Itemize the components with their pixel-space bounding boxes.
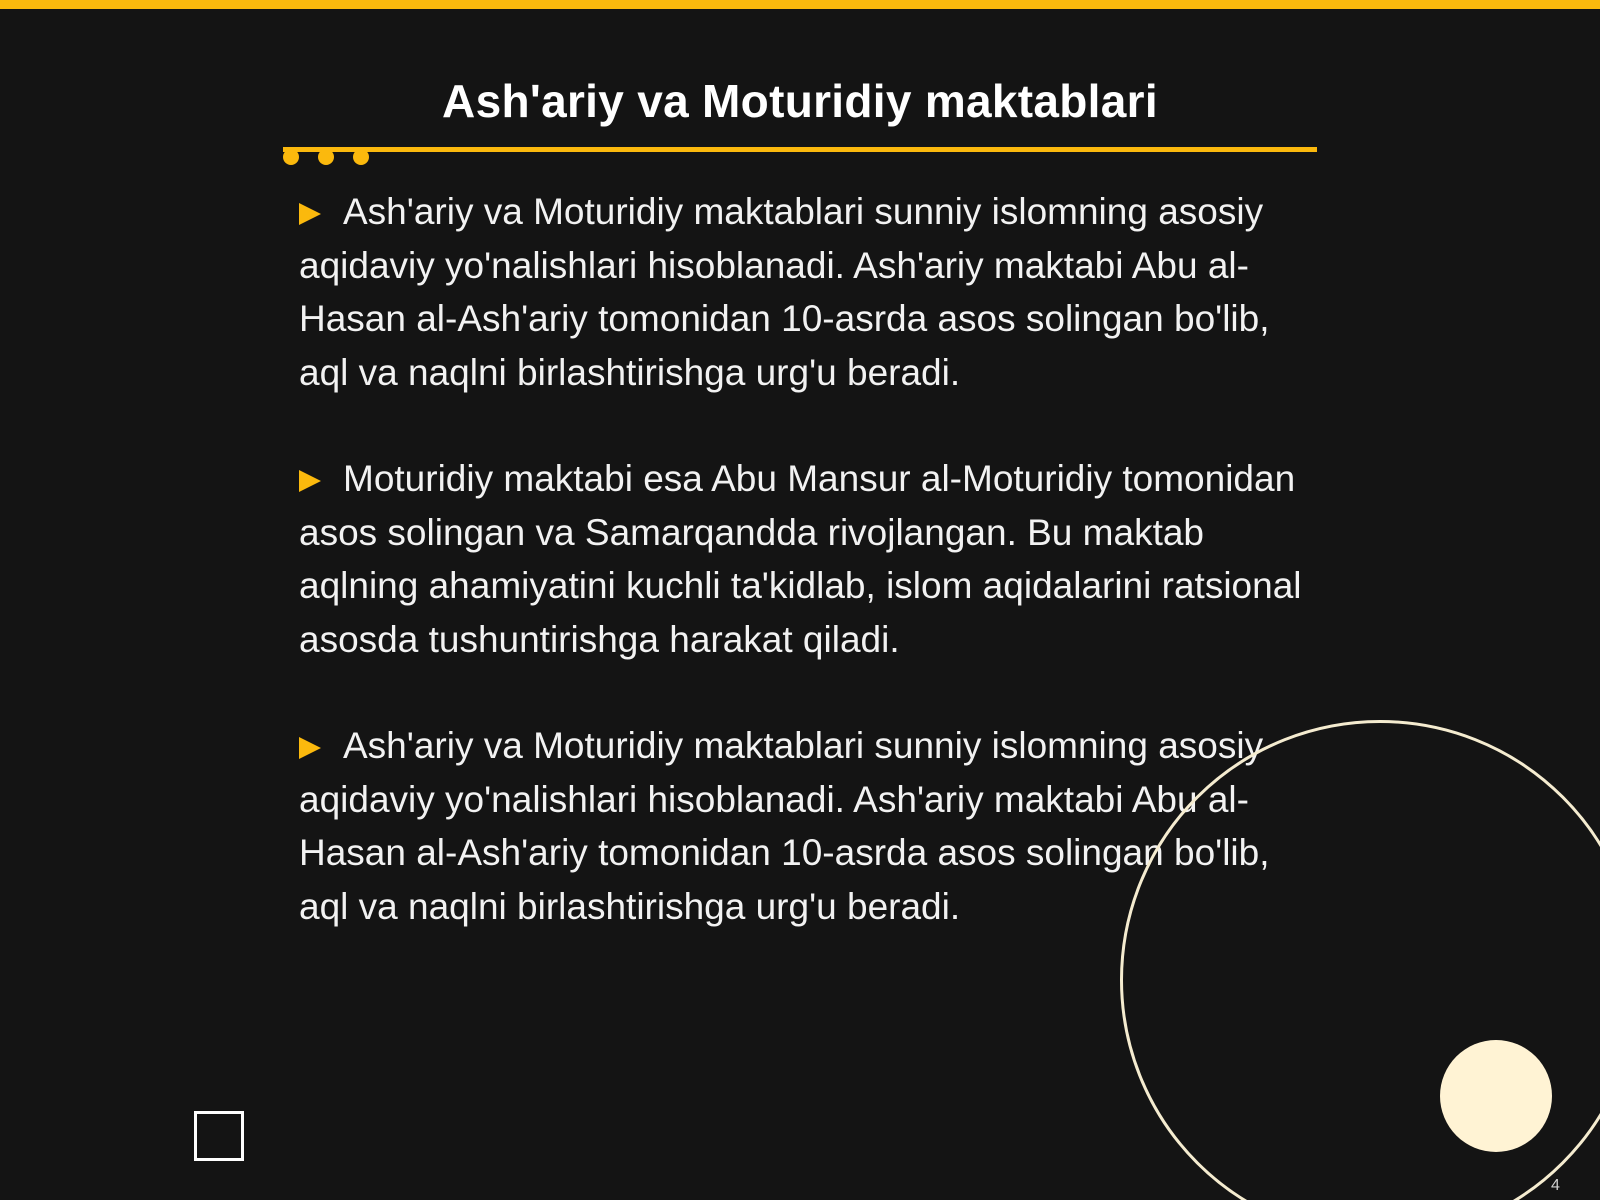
title-underline xyxy=(283,147,1317,152)
decorative-square-icon xyxy=(194,1111,244,1161)
decorative-filled-circle-icon xyxy=(1440,1040,1552,1152)
bullet-text: Ash'ariy va Moturidiy maktablari sunniy islomning asosiy aqidaviy yo'nalishlari hisoblanadi. Ash'ariy maktabi Abu al-Hasan al-Ash'ariy tomonidan 10-asrda asos solingan bo'lib, aql va naqlni birlashtirishga urg'u beradi. xyxy=(299,191,1270,393)
triangle-bullet-icon xyxy=(299,203,321,225)
triangle-bullet-icon xyxy=(299,470,321,492)
triangle-bullet-icon xyxy=(299,737,321,759)
bullet-list xyxy=(299,185,1304,986)
top-accent-bar xyxy=(0,0,1600,9)
slide-title: Ash'ariy va Moturidiy maktablari xyxy=(442,75,1158,127)
slide-number: 4 xyxy=(1551,1177,1560,1194)
decorative-dot-icon xyxy=(318,149,334,165)
decorative-dot-icon xyxy=(283,149,299,165)
decorative-dot-icon xyxy=(353,149,369,165)
bullet-paragraph-2 xyxy=(299,452,1304,666)
bullet-text: Moturidiy maktabi esa Abu Mansur al-Moturidiy tomonidan asos solingan va Samarqandda rivojlangan. Bu maktab aqlning ahamiyatini kuchli ta'kidlab, islom aqidalarini ratsional asosda tushuntirishga harakat qiladi. xyxy=(299,458,1302,660)
bullet-text: Ash'ariy va Moturidiy maktablari sunniy islomning asosiy aqidaviy yo'nalishlari hisoblanadi. Ash'ariy maktabi Abu al-Hasan al-Ash'ariy tomonidan 10-asrda asos solingan bo'lib, aql va naqlni birlashtirishga urg'u beradi. xyxy=(299,725,1270,927)
bullet-paragraph-3 xyxy=(299,719,1304,933)
bullet-paragraph-1 xyxy=(299,185,1304,399)
